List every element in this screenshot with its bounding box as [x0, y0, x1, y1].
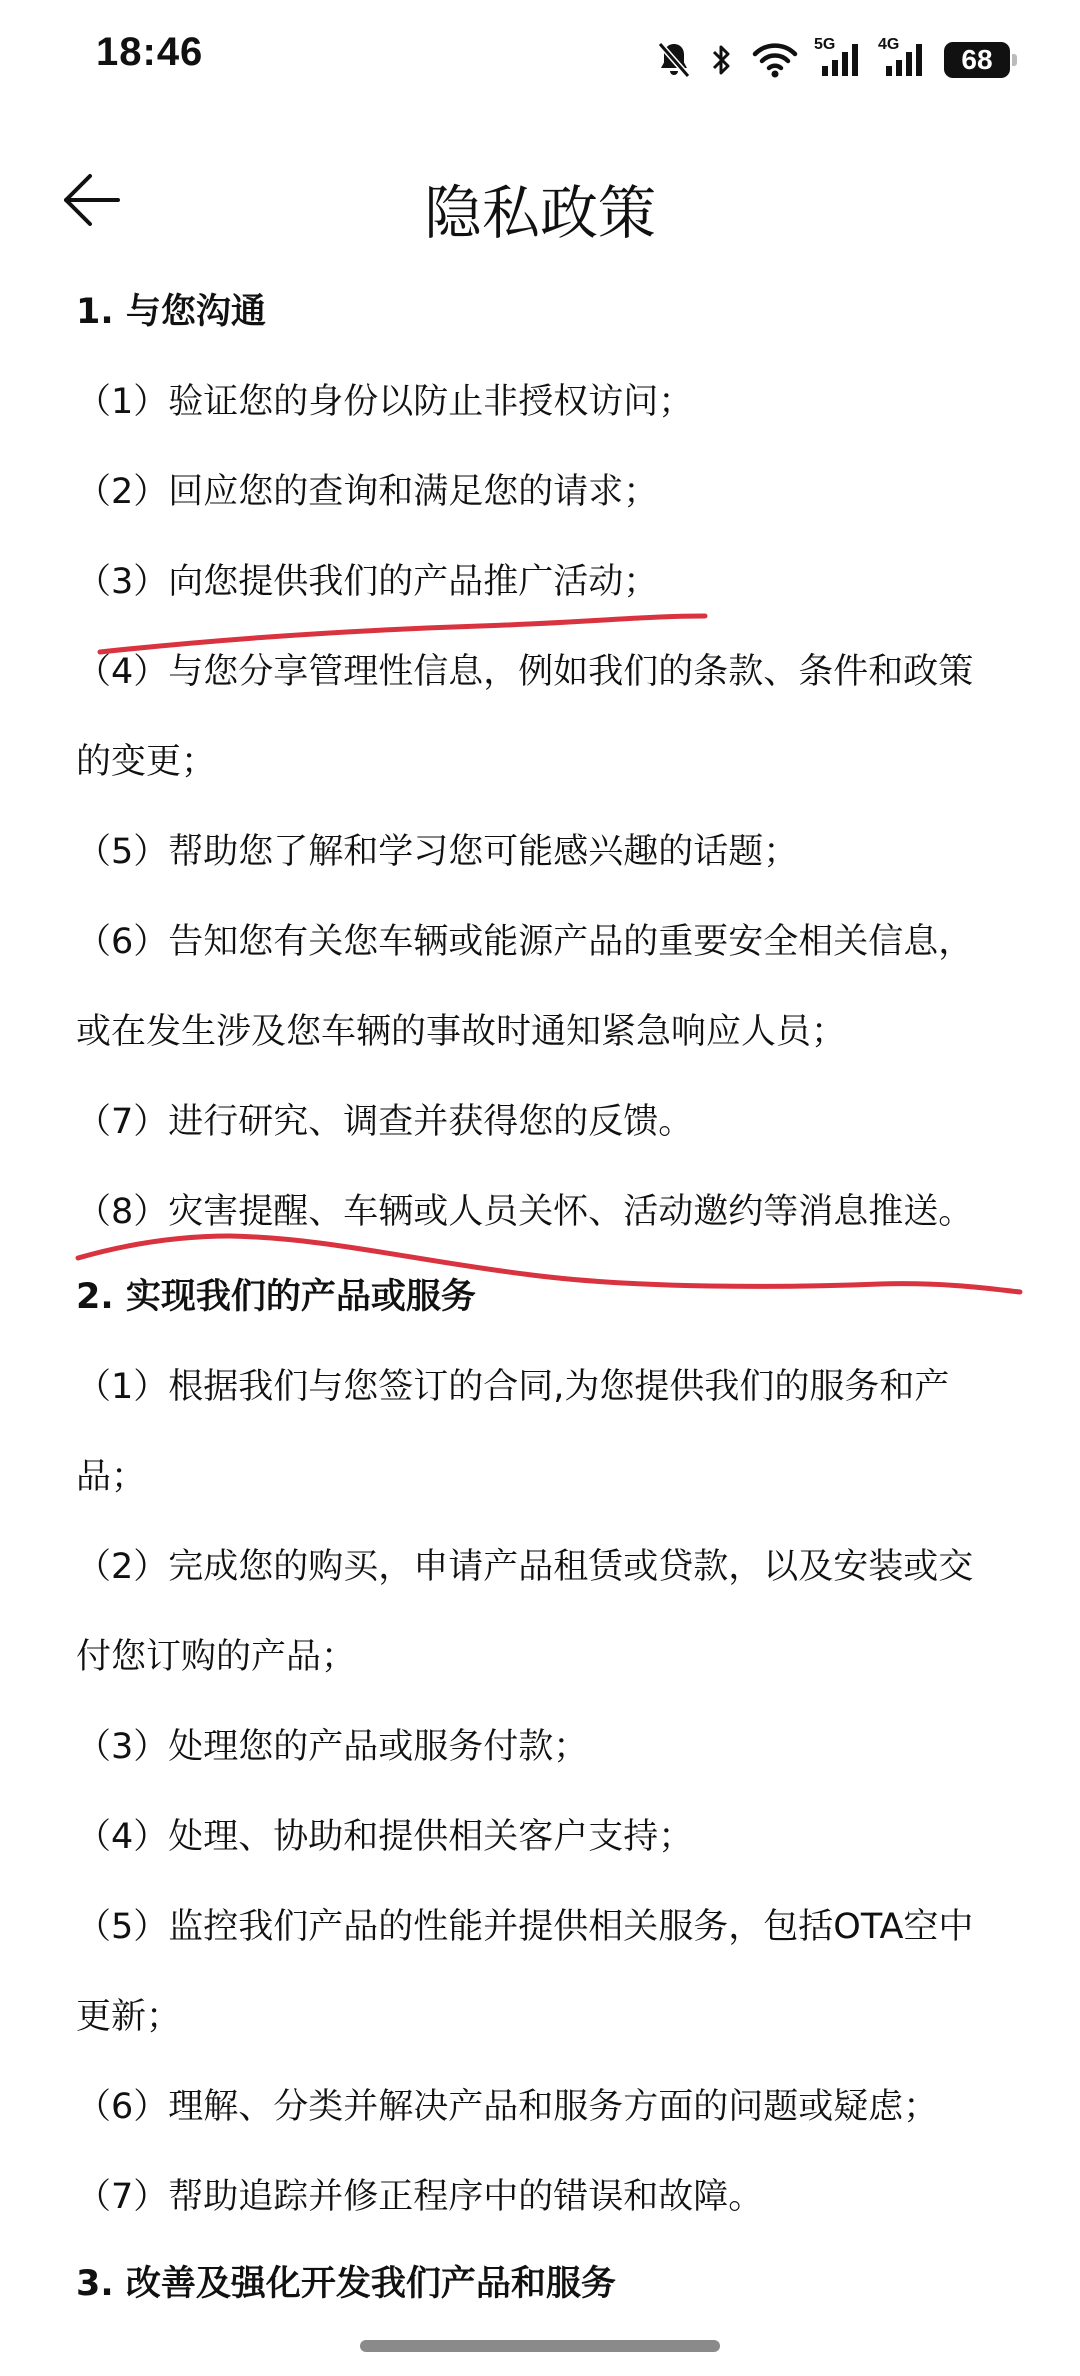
list-item: （1）根据我们与您签订的合同,为您提供我们的服务和产: [76, 1367, 950, 1407]
network-5g-label: 5G: [814, 36, 836, 53]
list-item: （6）理解、分类并解决产品和服务方面的问题或疑虑；: [76, 2087, 939, 2127]
signal-5g-icon: [814, 36, 862, 80]
list-item: （6）告知您有关您车辆或能源产品的重要安全相关信息，: [76, 922, 974, 962]
wifi-icon: [752, 40, 798, 80]
signal-4g-icon: [878, 36, 926, 80]
list-item: 的变更；: [76, 742, 217, 782]
status-icons: [656, 30, 1010, 90]
list-item: （4）处理、协助和提供相关客户支持；: [76, 1817, 694, 1857]
list-item: （1）验证您的身份以防止非授权访问；: [76, 382, 694, 422]
status-bar: [0, 0, 1080, 120]
mute-bell-icon: [656, 40, 692, 80]
page-title: 隐私政策: [423, 179, 656, 247]
red-underline-1: [100, 616, 705, 652]
home-indicator[interactable]: [360, 2340, 720, 2352]
list-item: 或在发生涉及您车辆的事故时通知紧急响应人员；: [76, 1012, 847, 1052]
list-item: 更新；: [76, 1997, 182, 2037]
list-item: （7）帮助追踪并修正程序中的错误和故障。: [76, 2177, 764, 2217]
list-item: 品；: [76, 1457, 147, 1497]
battery-level: 68: [961, 44, 993, 75]
network-4g-label: 4G: [878, 36, 900, 53]
list-item: （2）完成您的购买，申请产品租赁或贷款，以及安装或交: [76, 1547, 974, 1587]
header: [0, 150, 1080, 250]
bluetooth-icon: [710, 40, 734, 80]
list-item: （2）回应您的查询和满足您的请求；: [76, 472, 659, 512]
section-heading-3: 3. 改善及强化开发我们产品和服务: [76, 2264, 616, 2304]
section-heading-1: 1. 与您沟通: [76, 292, 266, 332]
list-item: （3）处理您的产品或服务付款；: [76, 1727, 589, 1767]
list-item: （3）向您提供我们的产品推广活动；: [76, 562, 659, 602]
status-time: 18:46: [96, 30, 204, 74]
battery-icon: [944, 42, 1010, 78]
list-item: （5）监控我们产品的性能并提供相关服务，包括OTA空中: [76, 1907, 974, 1947]
section-heading-2: 2. 实现我们的产品或服务: [76, 1277, 476, 1317]
list-item: （8）灾害提醒、车辆或人员关怀、活动邀约等消息推送。: [76, 1192, 974, 1232]
list-item: （4）与您分享管理性信息，例如我们的条款、条件和政策: [76, 652, 974, 692]
list-item: （7）进行研究、调查并获得您的反馈。: [76, 1102, 694, 1142]
list-item: （5）帮助您了解和学习您可能感兴趣的话题；: [76, 832, 799, 872]
list-item: 付您订购的产品；: [76, 1637, 357, 1677]
